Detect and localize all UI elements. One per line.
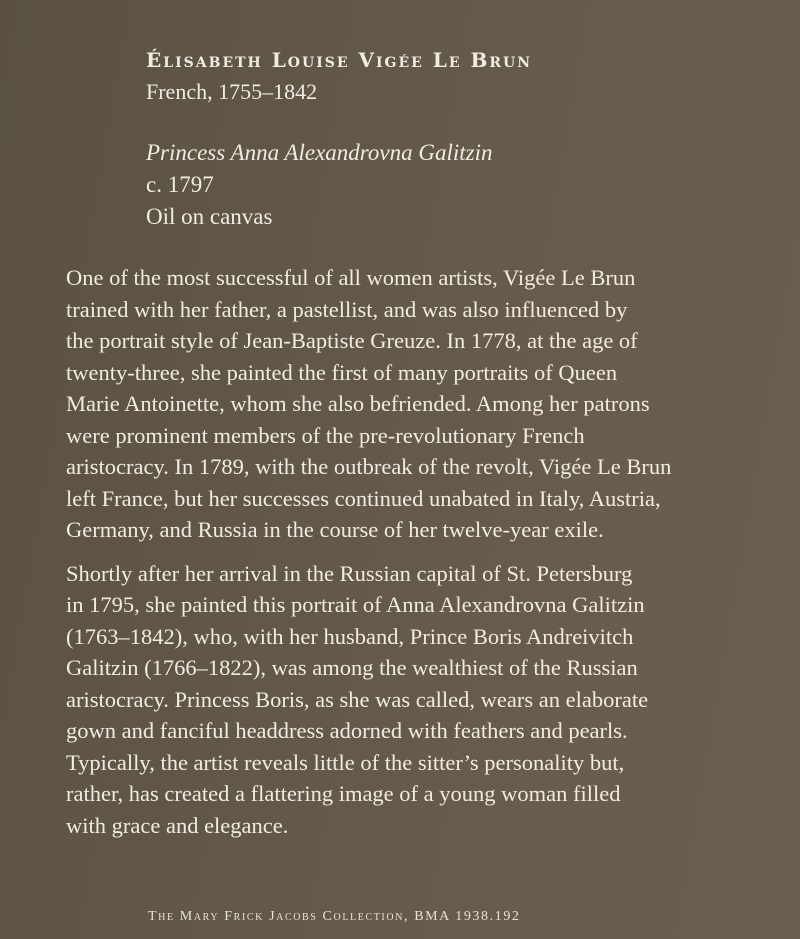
text-line: One of the most successful of all women artists, Vigée Le Brun: [66, 265, 636, 290]
artwork-info: [146, 137, 746, 233]
text-line: aristocracy. Princess Boris, as she was called, wears an elaborate: [66, 686, 649, 712]
artwork-date: c. 1797: [146, 172, 214, 197]
artist-origin: French, 1755–1842: [146, 79, 318, 104]
artwork-title: Princess Anna Alexandrovna Galitzin: [146, 140, 493, 165]
artist-name: Élisabeth Louise Vigée Le Brun: [146, 48, 533, 72]
text-line: in 1795, she painted this portrait of Anna Alexandrovna Galitzin: [66, 592, 645, 617]
text-line: trained with her father, a pastellist, and was also influenced by: [66, 296, 628, 322]
paragraph-2: [66, 558, 756, 842]
text-line: Shortly after her arrival in the Russian capital of St. Petersburg: [66, 560, 633, 586]
text-line: the portrait style of Jean-Baptiste Greuze. In 1778, at the age of: [66, 328, 638, 353]
label-body: [66, 262, 756, 853]
text-line: Galitzin (1766–1822), was among the wealthiest of the Russian: [66, 655, 638, 680]
text-line: aristocracy. In 1789, with the outbreak of the revolt, Vigée Le Brun: [66, 454, 672, 479]
text-line: Typically, the artist reveals little of the sitter’s personality but,: [66, 749, 625, 775]
text-line: Marie Antoinette, whom she also befriended. Among her patrons: [66, 391, 650, 416]
artwork-medium: Oil on canvas: [146, 204, 273, 229]
text-line: with grace and elegance.: [66, 812, 289, 838]
paragraph-1: [66, 262, 756, 546]
text-line: twenty-three, she painted the first of many portraits of Queen: [66, 359, 618, 385]
text-line: Germany, and Russia in the course of her twelve-year exile.: [66, 517, 604, 542]
text-line: rather, has created a flattering image of a young woman filled: [66, 781, 621, 806]
artist-header: [146, 44, 746, 108]
text-line: left France, but her successes continued unabated in Italy, Austria,: [66, 485, 661, 511]
text-line: were prominent members of the pre-revolutionary French: [66, 422, 585, 448]
credit-line: The Mary Frick Jacobs Collection, BMA 1938.192: [148, 909, 521, 924]
text-line: gown and fanciful headdress adorned with feathers and pearls.: [66, 718, 628, 743]
text-line: (1763–1842), who, with her husband, Prince Boris Andreivitch: [66, 623, 634, 649]
